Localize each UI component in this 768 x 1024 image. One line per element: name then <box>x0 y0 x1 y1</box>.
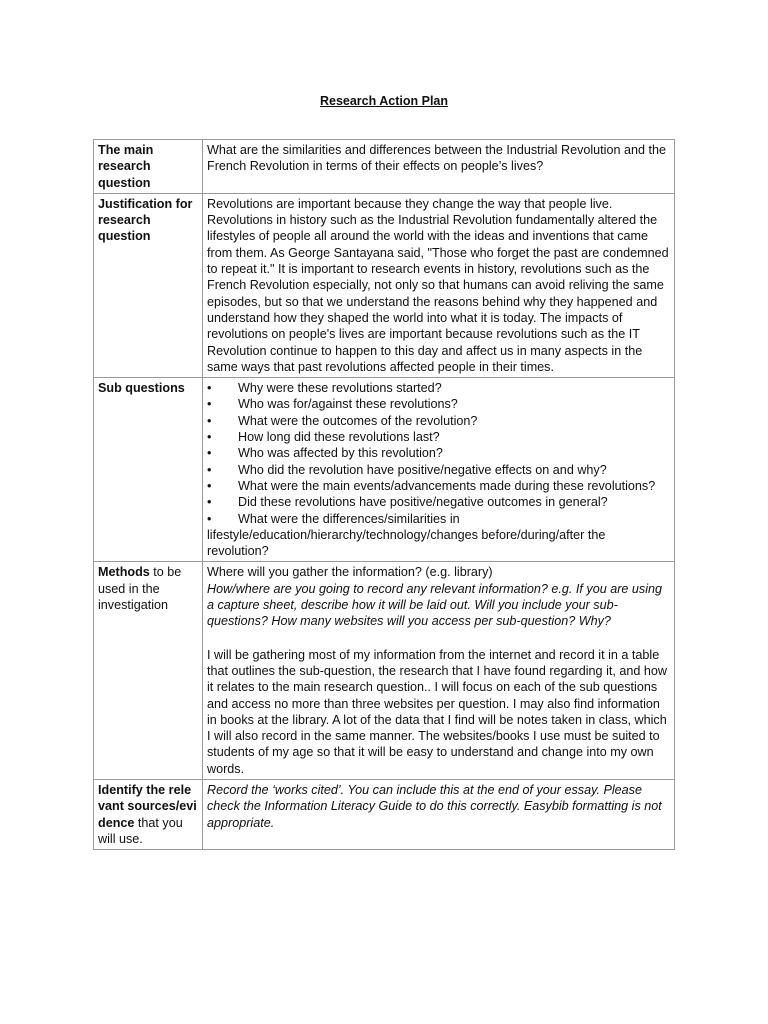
list-item <box>207 511 670 560</box>
table-row-justification <box>94 193 675 377</box>
bullet-icon: • <box>207 430 212 445</box>
sub-question-text: Who was for/against these revolutions? <box>238 397 458 412</box>
row-label-methods <box>94 562 203 780</box>
list-item <box>207 380 670 396</box>
row-label-main-question <box>94 140 203 194</box>
sub-question-text: Who was affected by this revolution? <box>238 446 443 461</box>
table-row-sub-questions <box>94 378 675 562</box>
sub-question-text: What were the outcomes of the revolution? <box>238 413 478 428</box>
justification-label: Justification for research question <box>98 196 193 244</box>
methods-answer: I will be gathering most of my information from the internet and record it in a table that outlines the sub-question, the research that I have found regarding it, and how it relates to the main research question.. I will focus on each of the sub questions and access no more than three websites per question. I may also find information in books at the library. A lot of the data that I find will be notes taken in class, which I will also record in the same manner. The websites/books I use must be suited to students of my age so that it will be easy to understand and change into my own words. <box>207 647 667 776</box>
row-label-sub-questions <box>94 378 203 562</box>
sub-question-text: Who did the revolution have positive/negative effects on and why? <box>238 462 607 477</box>
bullet-icon: • <box>207 381 212 396</box>
list-item <box>207 462 670 478</box>
sub-questions-label: Sub questions <box>98 381 185 396</box>
sub-questions-list <box>207 380 670 559</box>
bullet-icon: • <box>207 462 212 477</box>
methods-label-bold: Methods <box>98 565 150 580</box>
methods-prompt: Where will you gather the information? (e.g. library) <box>207 565 493 580</box>
main-question-label: The main research question <box>98 143 154 190</box>
bullet-icon: • <box>207 478 212 493</box>
sources-text: Record the ‘works cited’. You can include this at the end of your essay. Please check the Information Literacy Guide to do this correctly. Easybib formatting is not appropriate. <box>203 779 675 849</box>
justification-text: Revolutions are important because they change the way that people live. Revolutions in history such as the Industrial Revolution fundamentally altered the lifestyles of people all around the world with the ideas and inventions that came from them. As George Santayana said, "Those who forget the past are condemned to repeat it." It is important to research events in history, revolutions such as the French Revolution especially, not only so that humans can avoid reliving the same episodes, but so that we understand the reasons behind why they happened and understand how they shaped the world into what it is today. The impacts of revolutions on people's lives are important because revolutions such as the IT Revolution continue to happen to this day and affect us in many aspects in the same ways that past revolutions affected people in their times. <box>203 193 675 377</box>
list-item <box>207 478 670 494</box>
bullet-icon: • <box>207 397 212 412</box>
row-label-justification <box>94 193 203 377</box>
sub-question-text: Did these revolutions have positive/negative outcomes in general? <box>238 495 608 510</box>
sub-question-text: What were the main events/advancements made during these revolutions? <box>238 478 656 493</box>
paragraph-spacer <box>207 630 670 647</box>
bullet-icon: • <box>207 413 212 428</box>
sub-question-text: Why were these revolutions started? <box>238 381 442 396</box>
document-title: Research Action Plan <box>319 94 449 108</box>
methods-label-rest: to be used in the investigation <box>98 565 182 613</box>
sources-label-bold: Identify the relevant sources/evidence <box>98 782 197 830</box>
main-question-text: What are the similarities and differences between the Industrial Revolution and the French Revolution in terms of their effects on people’s lives? <box>203 140 675 194</box>
methods-cell <box>203 562 675 780</box>
research-plan-table <box>93 139 675 850</box>
list-item <box>207 413 670 429</box>
table-row-methods <box>94 562 675 780</box>
list-item <box>207 396 670 412</box>
bullet-icon: • <box>207 446 212 461</box>
sub-question-text: What were the differences/similarities in lifestyle/education/hierarchy/technology/changes before/during/after the revolution? <box>207 511 606 559</box>
row-label-sources <box>94 779 203 849</box>
sub-questions-cell <box>203 378 675 562</box>
list-item <box>207 494 670 510</box>
table-row-sources <box>94 779 675 849</box>
sub-question-text: How long did these revolutions last? <box>238 430 440 445</box>
list-item <box>207 429 670 445</box>
sources-label-rest: that you will use. <box>98 815 183 846</box>
list-item <box>207 445 670 461</box>
methods-prompt-italic: How/where are you going to record any relevant information? e.g. If you are using a capture sheet, describe how it will be laid out. Will you include your sub-questions? How many websites will you access per sub-question? Why? <box>207 581 663 629</box>
bullet-icon: • <box>207 511 212 526</box>
bullet-icon: • <box>207 495 212 510</box>
table-row-main-question <box>94 140 675 194</box>
